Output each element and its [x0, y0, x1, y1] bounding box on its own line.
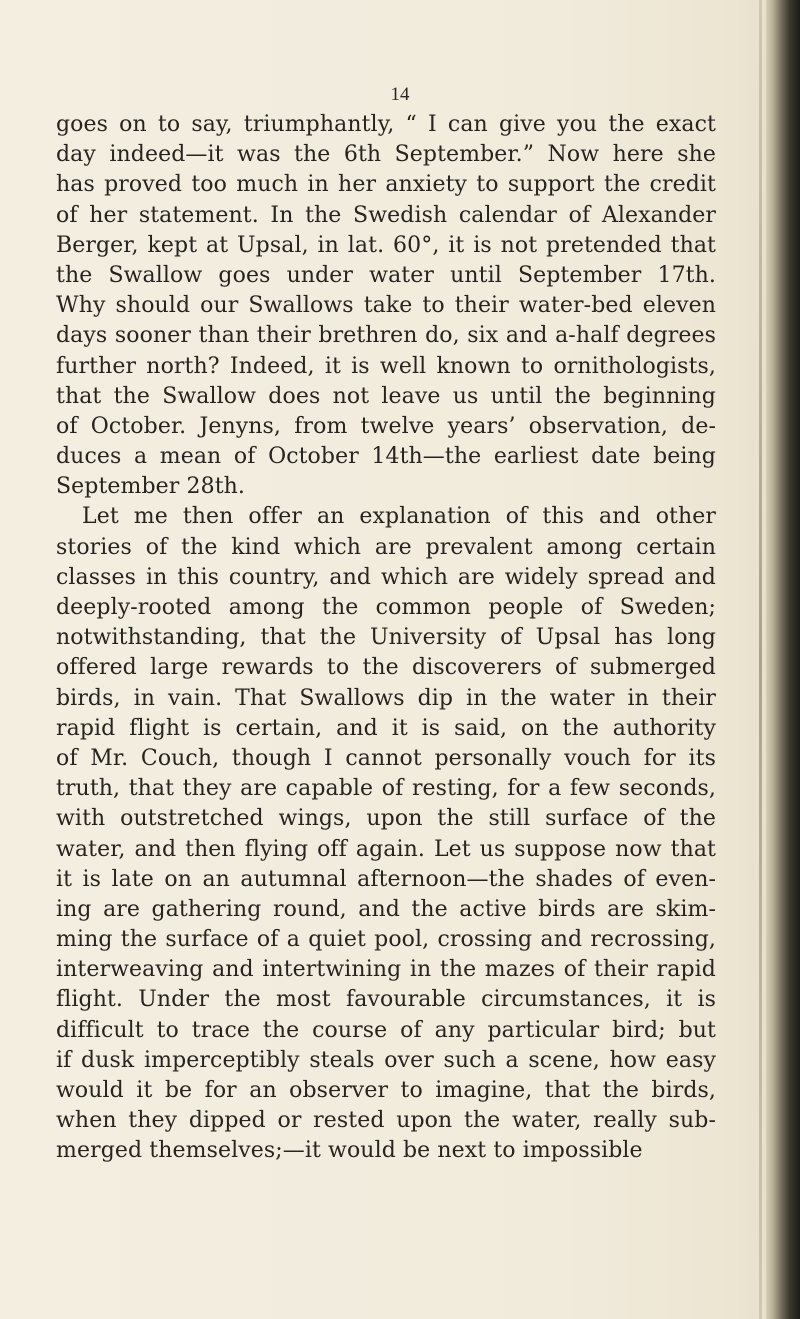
text-line: would it be for an observer to imagine, that the birds,: [56, 1078, 716, 1103]
text-line: stories of the kind which are prevalent among certain: [56, 534, 716, 560]
page-fold-shadow: [759, 0, 762, 1319]
text-line: difficult to trace the course of any particular bird; but: [56, 1017, 716, 1043]
text-line: days sooner than their brethren do, six and a-half degrees: [56, 323, 716, 349]
text-line: classes in this country, and which are widely spread and: [56, 564, 716, 590]
text-line: birds, in vain. That Swallows dip in the water in their: [56, 685, 716, 711]
text-line: Berger, kept at Upsal, in lat. 60°, it is not pretended that: [56, 232, 716, 258]
text-line: merged themselves;—it would be next to impossible: [56, 1138, 643, 1164]
text-line: of her statement. In the Swedish calendar of Alexander: [56, 202, 716, 228]
text-line: when they dipped or rested upon the water, really sub-: [56, 1108, 716, 1134]
body-text: [56, 110, 716, 1167]
page-number: 14: [390, 84, 410, 105]
text-line: it is late on an autumnal afternoon—the shades of even-: [56, 866, 716, 892]
text-line: Why should our Swallows take to their water-bed eleven: [56, 293, 716, 319]
text-line: September 28th.: [56, 474, 246, 500]
text-line: deeply-rooted among the common people of Sweden;: [56, 595, 716, 620]
text-line: ming the surface of a quiet pool, crossing and recrossing,: [56, 927, 716, 953]
text-line: rapid flight is certain, and it is said, on the authority: [56, 715, 716, 741]
text-line: of Mr. Couch, though I cannot personally vouch for its: [56, 745, 716, 771]
text-line: offered large rewards to the discoverers of submerged: [56, 655, 716, 681]
text-line: further north? Indeed, it is well known to ornithologists,: [56, 353, 716, 379]
text-line: the Swallow goes under water until September 17th.: [56, 262, 716, 288]
text-line: water, and then flying off again. Let us suppose now that: [56, 836, 716, 862]
text-line: of October. Jenyns, from twelve years’ observation, de-: [56, 413, 716, 439]
page-edge: [766, 0, 800, 1319]
text-line: notwithstanding, that the University of Upsal has long: [56, 625, 716, 651]
text-line: goes on to say, triumphantly, “ I can give you the exact: [56, 112, 716, 137]
text-line: interweaving and intertwining in the mazes of their rapid: [56, 957, 716, 983]
text-line: ing are gathering round, and the active birds are skim-: [56, 896, 716, 922]
text-line: duces a mean of October 14th—the earliest date being: [56, 444, 716, 470]
text-line: flight. Under the most favourable circumstances, it is: [56, 987, 716, 1013]
text-line: truth, that they are capable of resting, for a few seconds,: [56, 776, 716, 802]
text-line: has proved too much in her anxiety to support the credit: [56, 172, 716, 198]
text-line: with outstretched wings, upon the still surface of the: [56, 806, 716, 832]
text-line: if dusk imperceptibly steals over such a scene, how easy: [56, 1047, 716, 1073]
text-line: day indeed—it was the 6th September.” Now here she: [56, 142, 716, 168]
text-line: Let me then offer an explanation of this and other: [82, 504, 716, 530]
text-line: that the Swallow does not leave us until the beginning: [56, 383, 716, 409]
